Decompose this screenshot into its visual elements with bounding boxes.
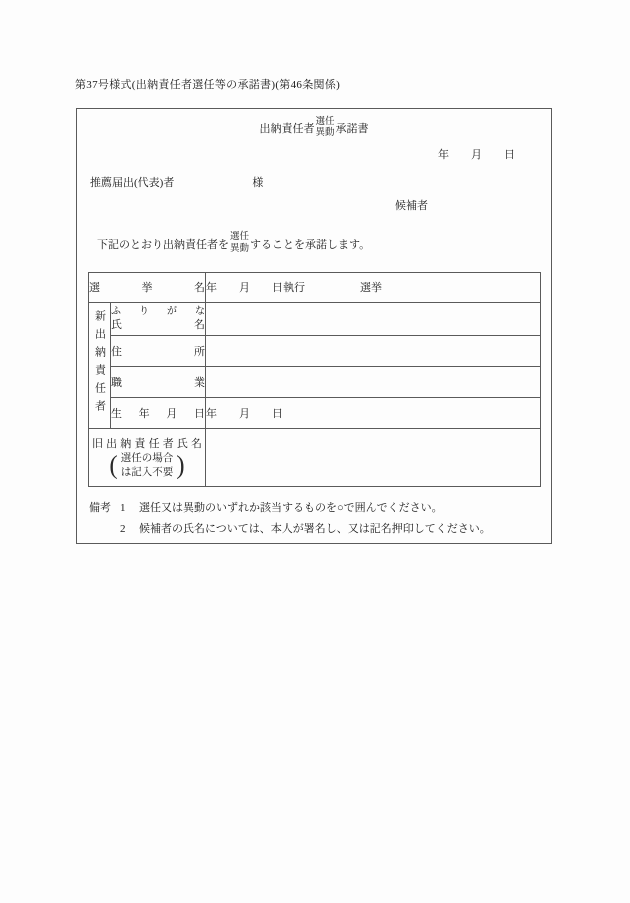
- old-officer-note-line2: は記入不要: [120, 466, 174, 478]
- occupation-label: 職業: [111, 366, 206, 397]
- remark-1-number: 1: [120, 501, 126, 514]
- consent-form-box: [76, 108, 552, 544]
- close-paren-glyph: ): [176, 451, 185, 480]
- table-row-address: [89, 335, 541, 366]
- old-officer-parenthetical: [89, 452, 205, 479]
- statement-appointment-transfer-stack: [229, 232, 250, 254]
- election-name-label: 選挙名: [89, 272, 206, 302]
- remarks-label-spacer: [89, 519, 120, 540]
- election-name-value: 年 月 日執行 選挙: [206, 272, 541, 302]
- new-officer-side-cell: [89, 302, 111, 428]
- old-officer-note-lines: [119, 452, 176, 479]
- table-row-old-officer: [89, 428, 541, 486]
- title-prefix: 出納責任者: [259, 123, 315, 136]
- address-label: 住所: [111, 335, 206, 366]
- name-value-cell: [206, 302, 541, 335]
- title-stack-bottom: 異動: [315, 128, 335, 139]
- remarks-section: [89, 498, 551, 540]
- open-paren-glyph: (: [109, 451, 118, 480]
- remark-line-2: [89, 519, 551, 540]
- birthdate-label: 生年月日: [111, 397, 206, 428]
- candidate-label: 候補者: [395, 200, 428, 213]
- remark-line-1: [89, 498, 551, 519]
- consent-statement: [77, 232, 551, 254]
- honorific-sama: 様: [252, 177, 264, 190]
- document-title: [77, 117, 551, 139]
- old-officer-note-line1: 選任の場合: [120, 453, 174, 465]
- old-officer-label-cell: [89, 428, 206, 486]
- title-suffix: 承諾書: [335, 123, 369, 136]
- table-row-election-name: [89, 272, 541, 302]
- table-row-birthdate: [89, 397, 541, 428]
- name-label: 氏名: [111, 319, 205, 332]
- birthdate-value-cell: 年 月 日: [206, 397, 541, 428]
- remark-1-text: 選任又は異動のいずれか該当するものを○で囲んでください。: [139, 501, 443, 514]
- title-stack-top: 選任: [315, 117, 335, 127]
- document-title-inner: [259, 117, 368, 139]
- address-value-cell: [206, 335, 541, 366]
- old-officer-label: 旧出納責任者氏名: [92, 438, 202, 451]
- title-appointment-transfer-stack: [314, 117, 335, 139]
- form-number-title: 第37号様式(出納責任者選任等の承諾書)(第46条関係): [75, 79, 341, 91]
- statement-prefix: 下記のとおり出納責任者を: [97, 238, 229, 251]
- candidate-row: [77, 197, 551, 213]
- remark-2-number: 2: [120, 522, 126, 535]
- statement-suffix: することを承諾します。: [250, 238, 371, 251]
- remarks-label: 備考: [89, 501, 111, 514]
- remark-2-text: 候補者の氏名については、本人が署名し、又は記名押印してください。: [139, 522, 491, 535]
- table-row-occupation: [89, 366, 541, 397]
- date-line: 年 月 日: [438, 149, 515, 162]
- officer-table: [88, 272, 541, 487]
- table-row-name: [89, 302, 541, 335]
- addressee-label: 推薦届出(代表)者: [90, 177, 175, 190]
- name-label-cell: [111, 302, 206, 335]
- statement-stack-top: 選任: [230, 232, 250, 243]
- new-officer-side-label: 新出納責任者: [93, 309, 106, 418]
- furigana-label: ふりがな: [111, 306, 205, 318]
- occupation-value-cell: [206, 366, 541, 397]
- statement-stack-bottom: 異動: [230, 243, 250, 254]
- old-officer-value-cell: [206, 428, 541, 486]
- addressee-row: [77, 174, 551, 190]
